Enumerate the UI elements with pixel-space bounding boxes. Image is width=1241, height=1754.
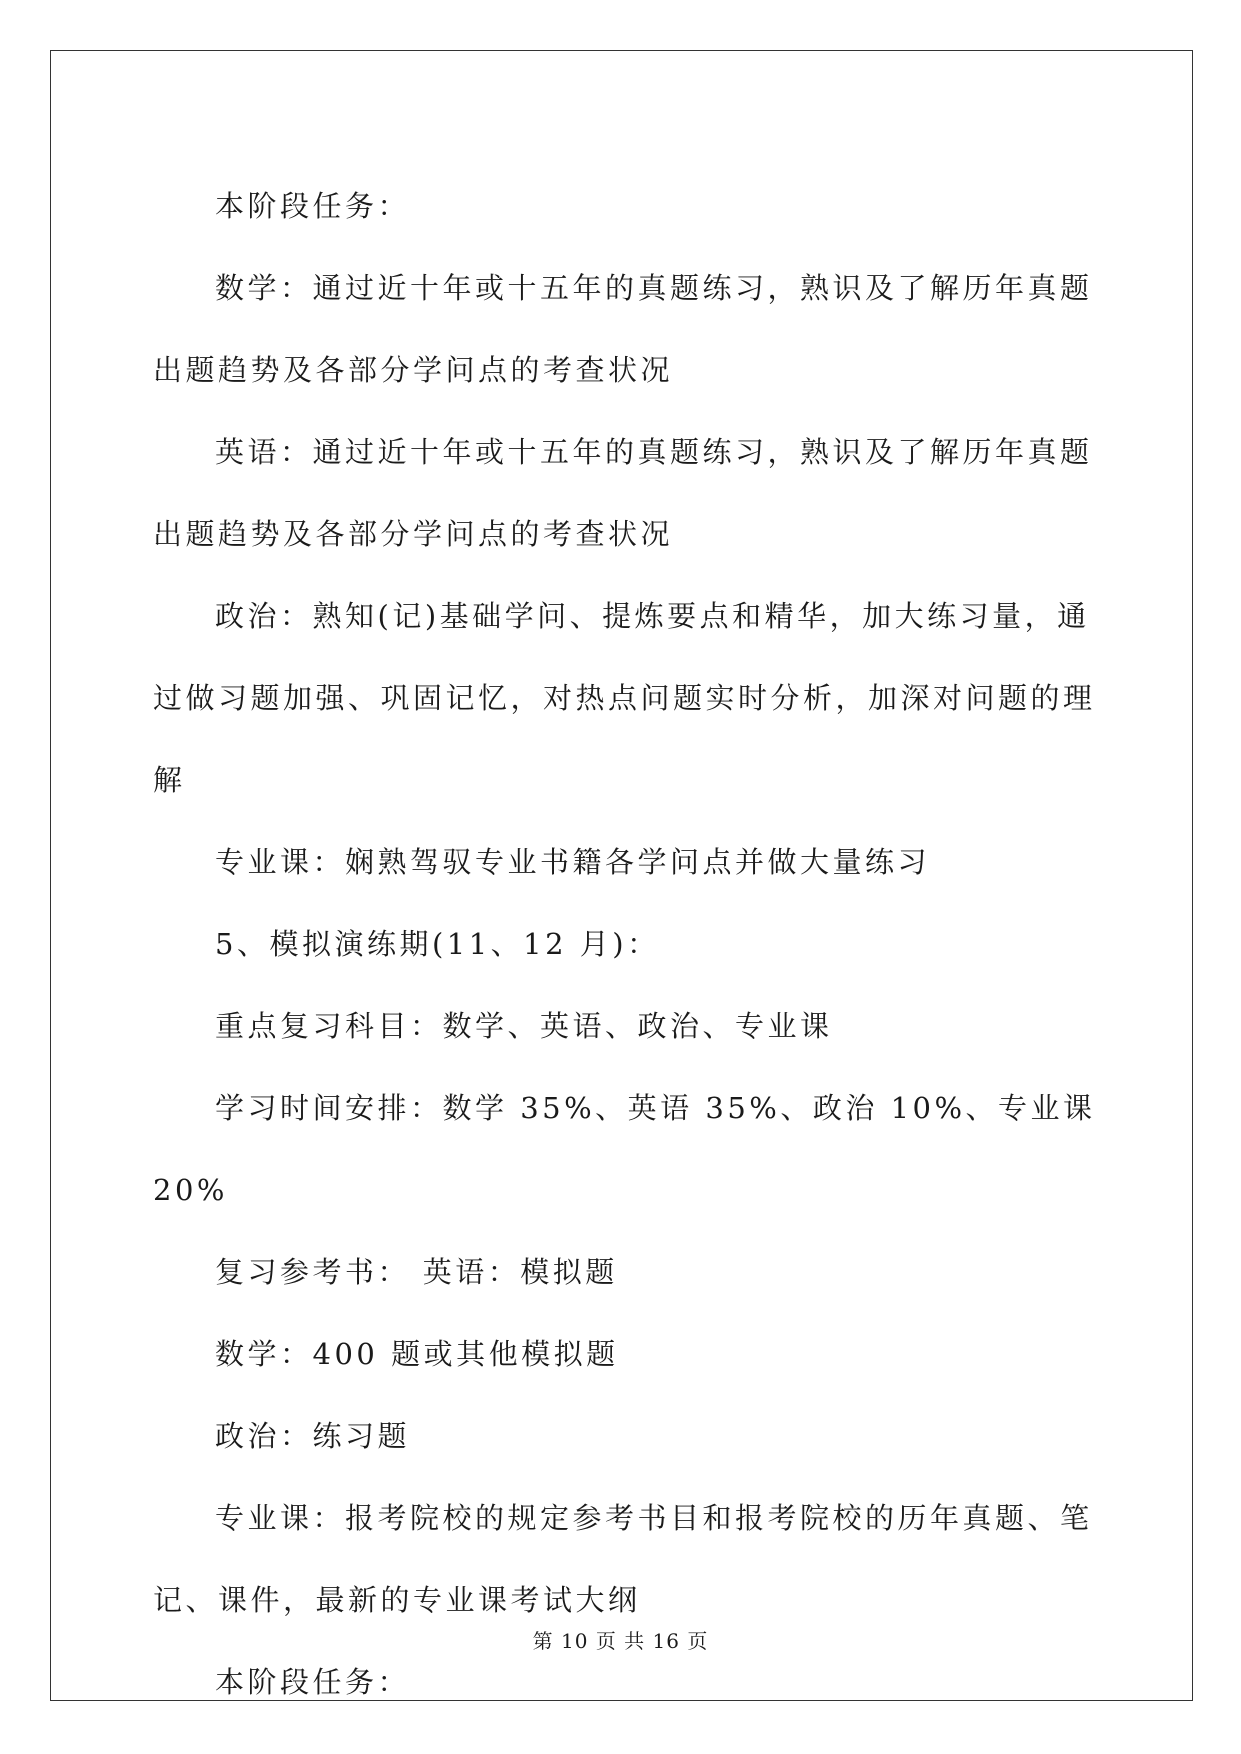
paragraph: 英语：通过近十年或十五年的真题练习，熟识及了解历年真题出题趋势及各部分学问点的考查状况 — [153, 435, 1093, 551]
paragraph: 数学：400 题或其他模拟题 — [215, 1337, 619, 1371]
paragraph: 数学：通过近十年或十五年的真题练习，熟识及了解历年真题出题趋势及各部分学问点的考查状况 — [153, 271, 1093, 387]
paragraph: 政治：熟知(记)基础学问、提炼要点和精华，加大练习量，通过做习题加强、巩固记忆，对热点问题实时分析，加深对问题的理解 — [153, 599, 1096, 797]
paragraph: 专业课：娴熟驾驭专业书籍各学问点并做大量练习 — [215, 845, 931, 879]
paragraph: 重点复习科目：数学、英语、政治、专业课 — [215, 1009, 833, 1043]
paragraph: 政治：练习题 — [215, 1419, 411, 1453]
paragraph: 专业课：报考院校的规定参考书目和报考院校的历年真题、笔记、课件，最新的专业课考试大纲 — [153, 1501, 1093, 1617]
page-number-footer: 第 10 页 共 16 页 — [532, 1629, 709, 1653]
paragraph: 本阶段任务： — [215, 1665, 411, 1699]
paragraph: 复习参考书： 英语：模拟题 — [215, 1255, 618, 1289]
paragraph: 学习时间安排：数学 35%、英语 35%、政治 10%、专业课 20% — [153, 1091, 1096, 1207]
paragraph: 5、模拟演练期(11、12 月)： — [215, 927, 660, 961]
document-body — [153, 165, 1113, 1723]
paragraph: 本阶段任务： — [215, 189, 411, 223]
